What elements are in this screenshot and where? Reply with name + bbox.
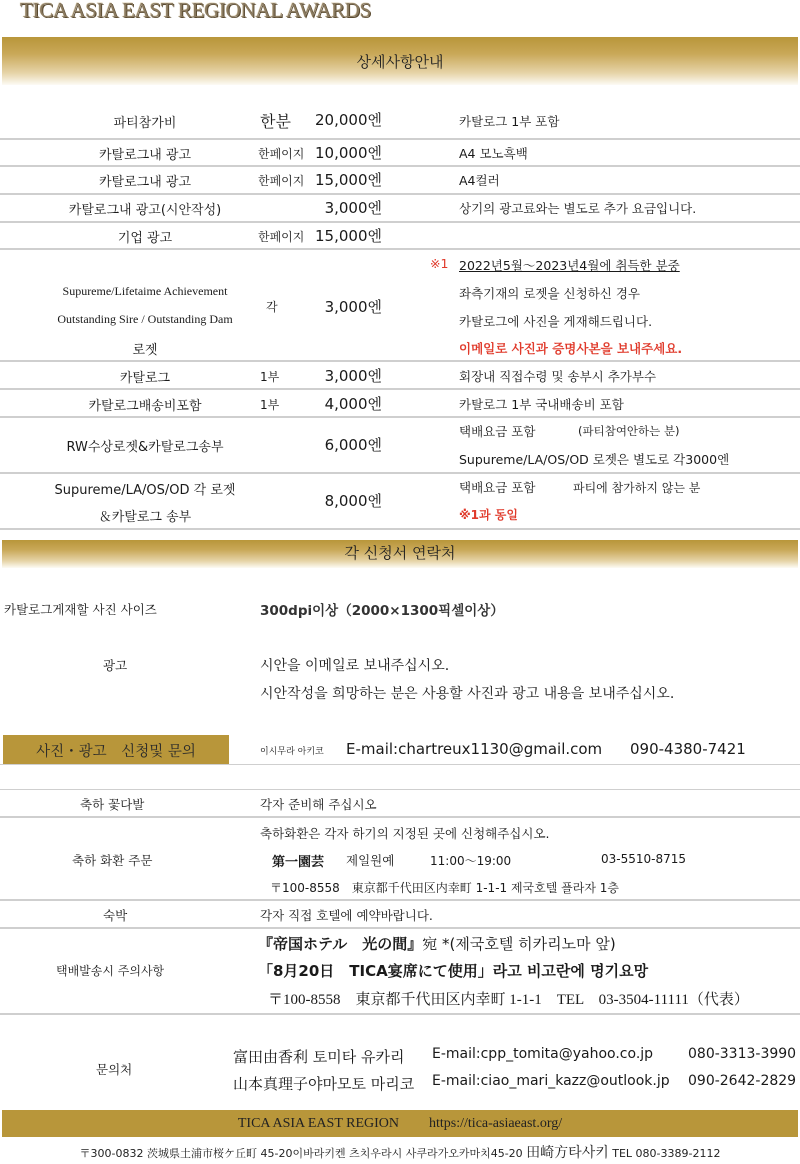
footer-org: TICA ASIA EAST REGION <box>237 1115 400 1131</box>
fee-note-line: 카탈로그에 사진을 게재해드립니다. <box>459 314 653 329</box>
footer-contact-name: 田崎方타사키 <box>526 1145 609 1161</box>
wreath-shop-jp: 第一園芸 <box>272 855 325 870</box>
fee-price: 8,000엔 <box>324 492 382 510</box>
fee-note-line: 2022년5월～2023년4월에 취득한 분중 <box>459 258 680 273</box>
ad-line: 시안작성을 희망하는 분은 사용할 사진과 광고 내용을 보내주십시오. <box>260 686 675 702</box>
fee-row <box>0 474 800 530</box>
inquiry-email[interactable]: E-mail:ciao_mari_kazz@outlook.jp <box>432 1073 670 1089</box>
inquiry-email[interactable]: E-mail:cpp_tomita@yahoo.co.jp <box>432 1046 654 1062</box>
fee-price: 4,000엔 <box>324 395 382 413</box>
fee-row <box>0 418 800 474</box>
contact-label: 사진・광고 신청및 문의 <box>3 735 229 765</box>
fee-note: 상기의 광고료와는 별도로 추가 요금입니다. <box>459 201 697 216</box>
info-row-shipping <box>0 929 800 1015</box>
fee-note-warning: 이메일로 사진과 증명사본을 보내주세요. <box>459 341 683 356</box>
photo-size-label: 카탈로그게재할 사진 사이즈 <box>4 602 157 617</box>
photo-size-value: 300dpi이상（2000×1300픽셀이상） <box>260 603 504 619</box>
fee-label-line: 로젯 <box>132 343 158 358</box>
fee-label: 카탈로그내 광고(시안작성) <box>68 203 222 218</box>
fee-row <box>0 362 800 390</box>
fee-price: 15,000엔 <box>315 227 382 245</box>
footer-url[interactable]: https://tica-asiaeast.org/ <box>429 1115 563 1131</box>
section-header-contacts: 각 신청서 연락처 <box>2 540 798 568</box>
fee-label: 카탈로그배송비포함 <box>88 399 202 414</box>
fee-note-line: 파티에 참가하지 않는 분 <box>573 481 701 495</box>
page-title: TICA ASIA EAST REGIONAL AWARDS <box>20 0 372 22</box>
inquiry-name: 山本真理子야마모토 마리코 <box>233 1075 415 1093</box>
fee-note-line: Supureme/LA/OS/OD 로젯은 별도로 각3000엔 <box>459 452 730 467</box>
fee-note-line: (파티참여안하는 분) <box>578 424 680 438</box>
fee-row <box>0 195 800 223</box>
fee-label: 기업 광고 <box>117 231 173 246</box>
fee-note-line: 좌측기재의 로젯을 신청하신 경우 <box>459 286 640 301</box>
fee-price: 3,000엔 <box>324 199 382 217</box>
fee-unit: 한페이지 <box>258 174 305 188</box>
contact-phone: 090-4380-7421 <box>630 740 746 758</box>
wreath-intro: 축하화환은 각자 하기의 지정된 곳에 신청해주십시오. <box>260 826 550 841</box>
fee-row <box>0 100 800 140</box>
fee-price: 3,000엔 <box>324 367 382 385</box>
footer-band <box>2 1110 798 1137</box>
fee-note: 카탈로그 1부 포함 <box>459 114 560 129</box>
shipping-label: 택배발송시 주의사항 <box>56 964 165 978</box>
inquiry-label: 문의처 <box>96 1062 133 1077</box>
fee-row <box>0 223 800 250</box>
wreath-shop-kr: 제일원예 <box>346 853 395 868</box>
fee-unit: 1부 <box>260 398 280 412</box>
wreath-label: 축하 화환 주문 <box>72 853 153 868</box>
fee-note: A4 모노흑백 <box>459 146 528 161</box>
info-row-lodging <box>0 901 800 929</box>
fee-label: 카탈로그내 광고 <box>98 175 192 190</box>
wreath-hours: 11:00～19:00 <box>430 854 512 868</box>
fee-price: 10,000엔 <box>315 144 382 162</box>
fee-row <box>0 167 800 195</box>
flowers-label: 축하 꽃다발 <box>80 797 145 812</box>
contact-name: 이시무라 아키코 <box>260 747 324 757</box>
fee-row-rosette <box>0 250 800 362</box>
fee-label: 카탈로그 <box>119 371 171 386</box>
fee-label-line: Outstanding Sire / Outstanding Dam <box>57 312 233 326</box>
section-header-details: 상세사항안내 <box>2 37 798 85</box>
fee-label-line: ＆카탈로그 송부 <box>98 510 192 525</box>
footer-address-line <box>0 1142 800 1162</box>
inquiry-phone: 090-2642-2829 <box>688 1073 797 1089</box>
fee-label-line: Supureme/Lifetaime Achievement <box>62 284 228 298</box>
fee-row <box>0 140 800 167</box>
fee-price: 20,000엔 <box>315 111 382 129</box>
wreath-address: 〒100-8558 東京都千代田区内幸町 1-1-1 제국호텔 플라자 1층 <box>270 881 619 895</box>
ad-label: 광고 <box>103 658 128 673</box>
ad-line: 시안을 이메일로 보내주십시오. <box>260 658 450 674</box>
shipping-hotel-note: 宛 *(제국호텔 히카리노마 앞) <box>422 935 616 953</box>
fee-note: 카탈로그 1부 국내배송비 포함 <box>459 397 624 412</box>
fee-price: 3,000엔 <box>324 298 382 316</box>
fee-row <box>0 390 800 418</box>
fee-unit: 한분 <box>260 112 291 131</box>
inquiry-phone: 080-3313-3990 <box>688 1046 797 1062</box>
shipping-memo: 「8月20日 TICA宴席にて使用」라고 비고란에 명기요망 <box>258 962 649 980</box>
contact-email[interactable]: E-mail:chartreux1130@gmail.com <box>346 740 603 758</box>
fee-unit: 한페이지 <box>258 230 305 244</box>
fee-unit: 1부 <box>260 370 280 384</box>
footnote-mark: ※1 <box>430 256 449 271</box>
fee-note: A4컬러 <box>459 173 500 188</box>
lodging-label: 숙박 <box>103 908 128 923</box>
fee-note-line: ※1과 동일 <box>459 508 518 522</box>
fee-price: 6,000엔 <box>324 436 382 454</box>
contact-row <box>0 735 800 765</box>
footer-tel: TEL 080-3389-2112 <box>612 1147 721 1160</box>
fee-note-line: 택배요금 포함 <box>459 480 536 495</box>
info-row-wreath <box>0 818 800 901</box>
lodging-value: 각자 직접 호텔에 예약바랍니다. <box>260 908 433 923</box>
fee-price: 15,000엔 <box>315 171 382 189</box>
info-row-flowers <box>0 790 800 818</box>
shipping-address: 〒100-8558 東京都千代田区内幸町 1-1-1 TEL 03-3504-11111（代表） <box>268 992 749 1008</box>
wreath-phone: 03-5510-8715 <box>601 852 687 866</box>
inquiry-name: 富田由香利 토미타 유카리 <box>233 1048 405 1066</box>
fee-label: RW수상로젯&카탈로그송부 <box>66 440 224 455</box>
fee-unit: 각 <box>266 300 278 314</box>
fee-note: 회장내 직접수령 및 송부시 추가부수 <box>459 369 657 384</box>
footer-address: 〒300-0832 茨城県土浦市桜ケ丘町 45-20이바라키켄 츠치우라시 사쿠라가오카마치45-20 <box>79 1147 523 1160</box>
fee-label-line: Supureme/LA/OS/OD 각 로젯 <box>54 483 236 498</box>
fee-unit: 한페이지 <box>258 147 305 161</box>
fee-label: 카탈로그내 광고 <box>98 148 192 163</box>
fee-note-line: 택배요금 포함 <box>459 424 536 439</box>
flowers-value: 각자 준비해 주십시오 <box>260 797 377 812</box>
fee-label: 파티참가비 <box>113 116 177 131</box>
shipping-hotel: 『帝国ホテル 光の間』 <box>258 935 423 953</box>
